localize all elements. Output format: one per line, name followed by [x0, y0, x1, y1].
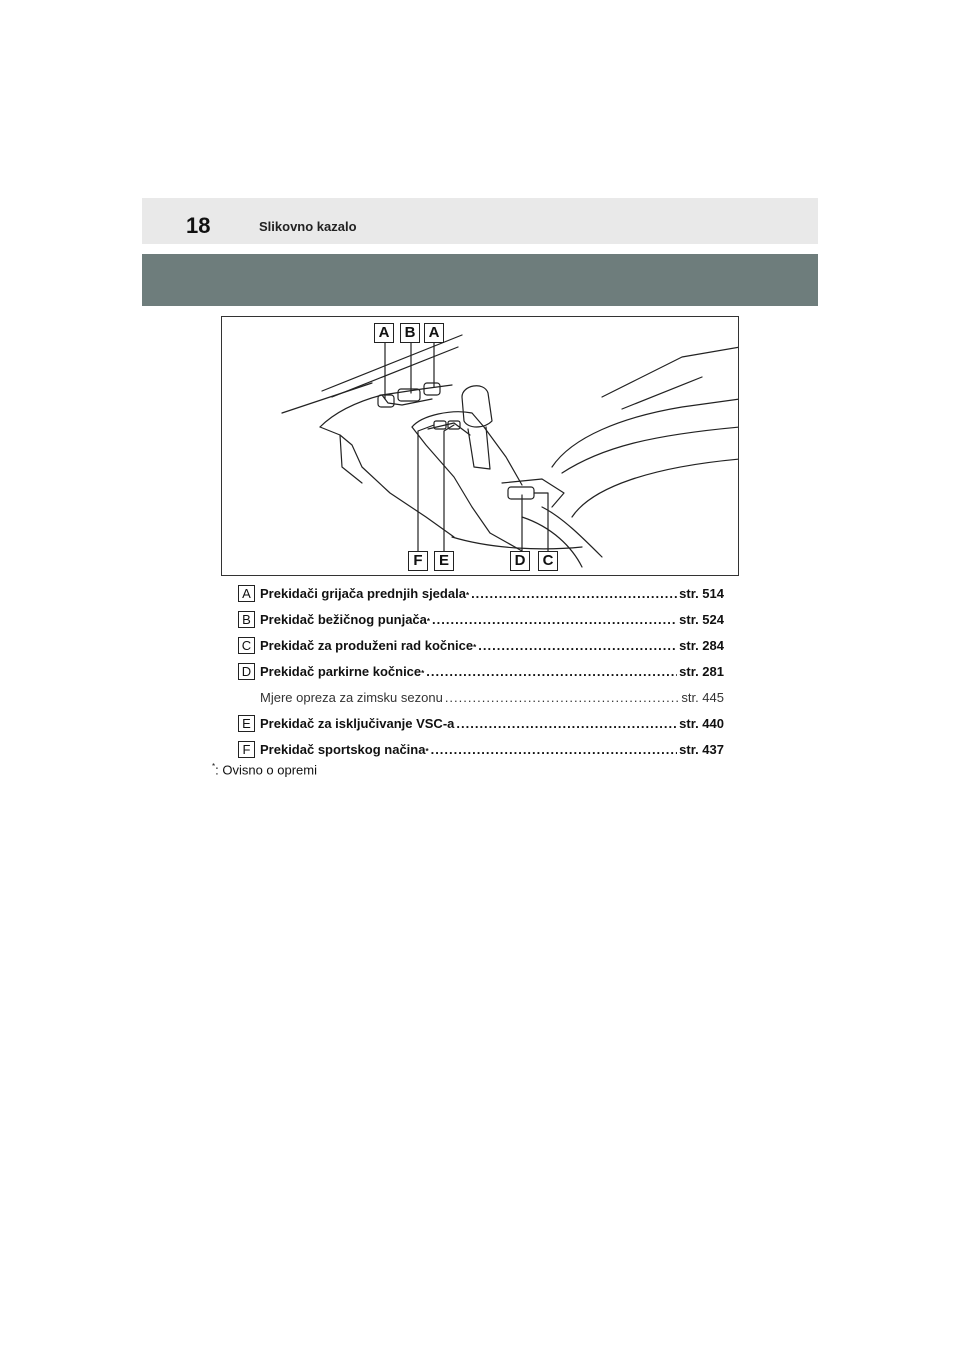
list-item[interactable]: A Prekidači grijača prednjih sjedala * ..... str. 514: [238, 582, 724, 608]
callout-bottom-e: E: [434, 551, 454, 571]
console-illustration: [221, 316, 739, 576]
list-item[interactable]: F Prekidač sportskog načina * ..... str. 437: [238, 738, 724, 764]
list-item[interactable]: D Prekidač parkirne kočnice * ..... str. 281: [238, 660, 724, 686]
item-page-ref[interactable]: str. 524: [679, 612, 724, 627]
callout-top-a-left: A: [374, 323, 394, 343]
item-page-ref[interactable]: str. 281: [679, 664, 724, 679]
item-label: Prekidač bežičnog punjača: [260, 612, 427, 627]
item-key: F: [238, 741, 255, 758]
list-item[interactable]: [238, 712, 724, 738]
footnote: [212, 762, 317, 777]
leader-dots: [426, 664, 677, 679]
list-subitem[interactable]: [238, 686, 724, 712]
item-page-ref[interactable]: str. 514: [679, 586, 724, 601]
callout-bottom-f: F: [408, 551, 428, 571]
item-label: Prekidač sportskog načina: [260, 742, 426, 757]
item-label: Mjere opreza za zimsku sezonu: [260, 690, 443, 705]
item-key: E: [238, 715, 255, 732]
callout-top-a-right: A: [424, 323, 444, 343]
item-page-ref[interactable]: str. 440: [679, 716, 724, 731]
callout-bottom-c: C: [538, 551, 558, 571]
index-list: [238, 582, 724, 764]
console-drawing: [222, 317, 739, 576]
footnote-text: : Ovisno o opremi: [215, 762, 317, 778]
item-page-ref[interactable]: str. 284: [679, 638, 724, 653]
item-page-ref[interactable]: str. 437: [679, 742, 724, 757]
list-item[interactable]: B Prekidač bežičnog punjača * ..... str. 524: [238, 608, 724, 634]
leader-dots: [432, 612, 677, 627]
leader-dots: [445, 690, 680, 705]
callout-bottom-d: D: [510, 551, 530, 571]
section-title: Slikovno kazalo: [259, 219, 357, 234]
header-bar: [142, 198, 818, 244]
item-key: A: [238, 585, 255, 602]
item-label: Prekidač za isključivanje VSC-a: [260, 716, 455, 731]
item-label: Prekidači grijača prednjih sjedala: [260, 586, 466, 601]
chapter-band: [142, 254, 818, 306]
callout-top-b: B: [400, 323, 420, 343]
item-key: D: [238, 663, 255, 680]
leader-dots: [456, 716, 677, 731]
item-key: B: [238, 611, 255, 628]
item-key: C: [238, 637, 255, 654]
leader-dots: [478, 638, 677, 653]
list-item[interactable]: C Prekidač za produženi rad kočnice * ..... str. 284: [238, 634, 724, 660]
item-page-ref[interactable]: str. 445: [681, 690, 724, 705]
footnote-marker: *: [212, 762, 216, 771]
leader-dots: [431, 742, 678, 757]
item-label: Prekidač za produženi rad kočnice: [260, 638, 474, 653]
item-label: Prekidač parkirne kočnice: [260, 664, 422, 679]
leader-dots: [471, 586, 677, 601]
page-number: 18: [186, 213, 211, 238]
